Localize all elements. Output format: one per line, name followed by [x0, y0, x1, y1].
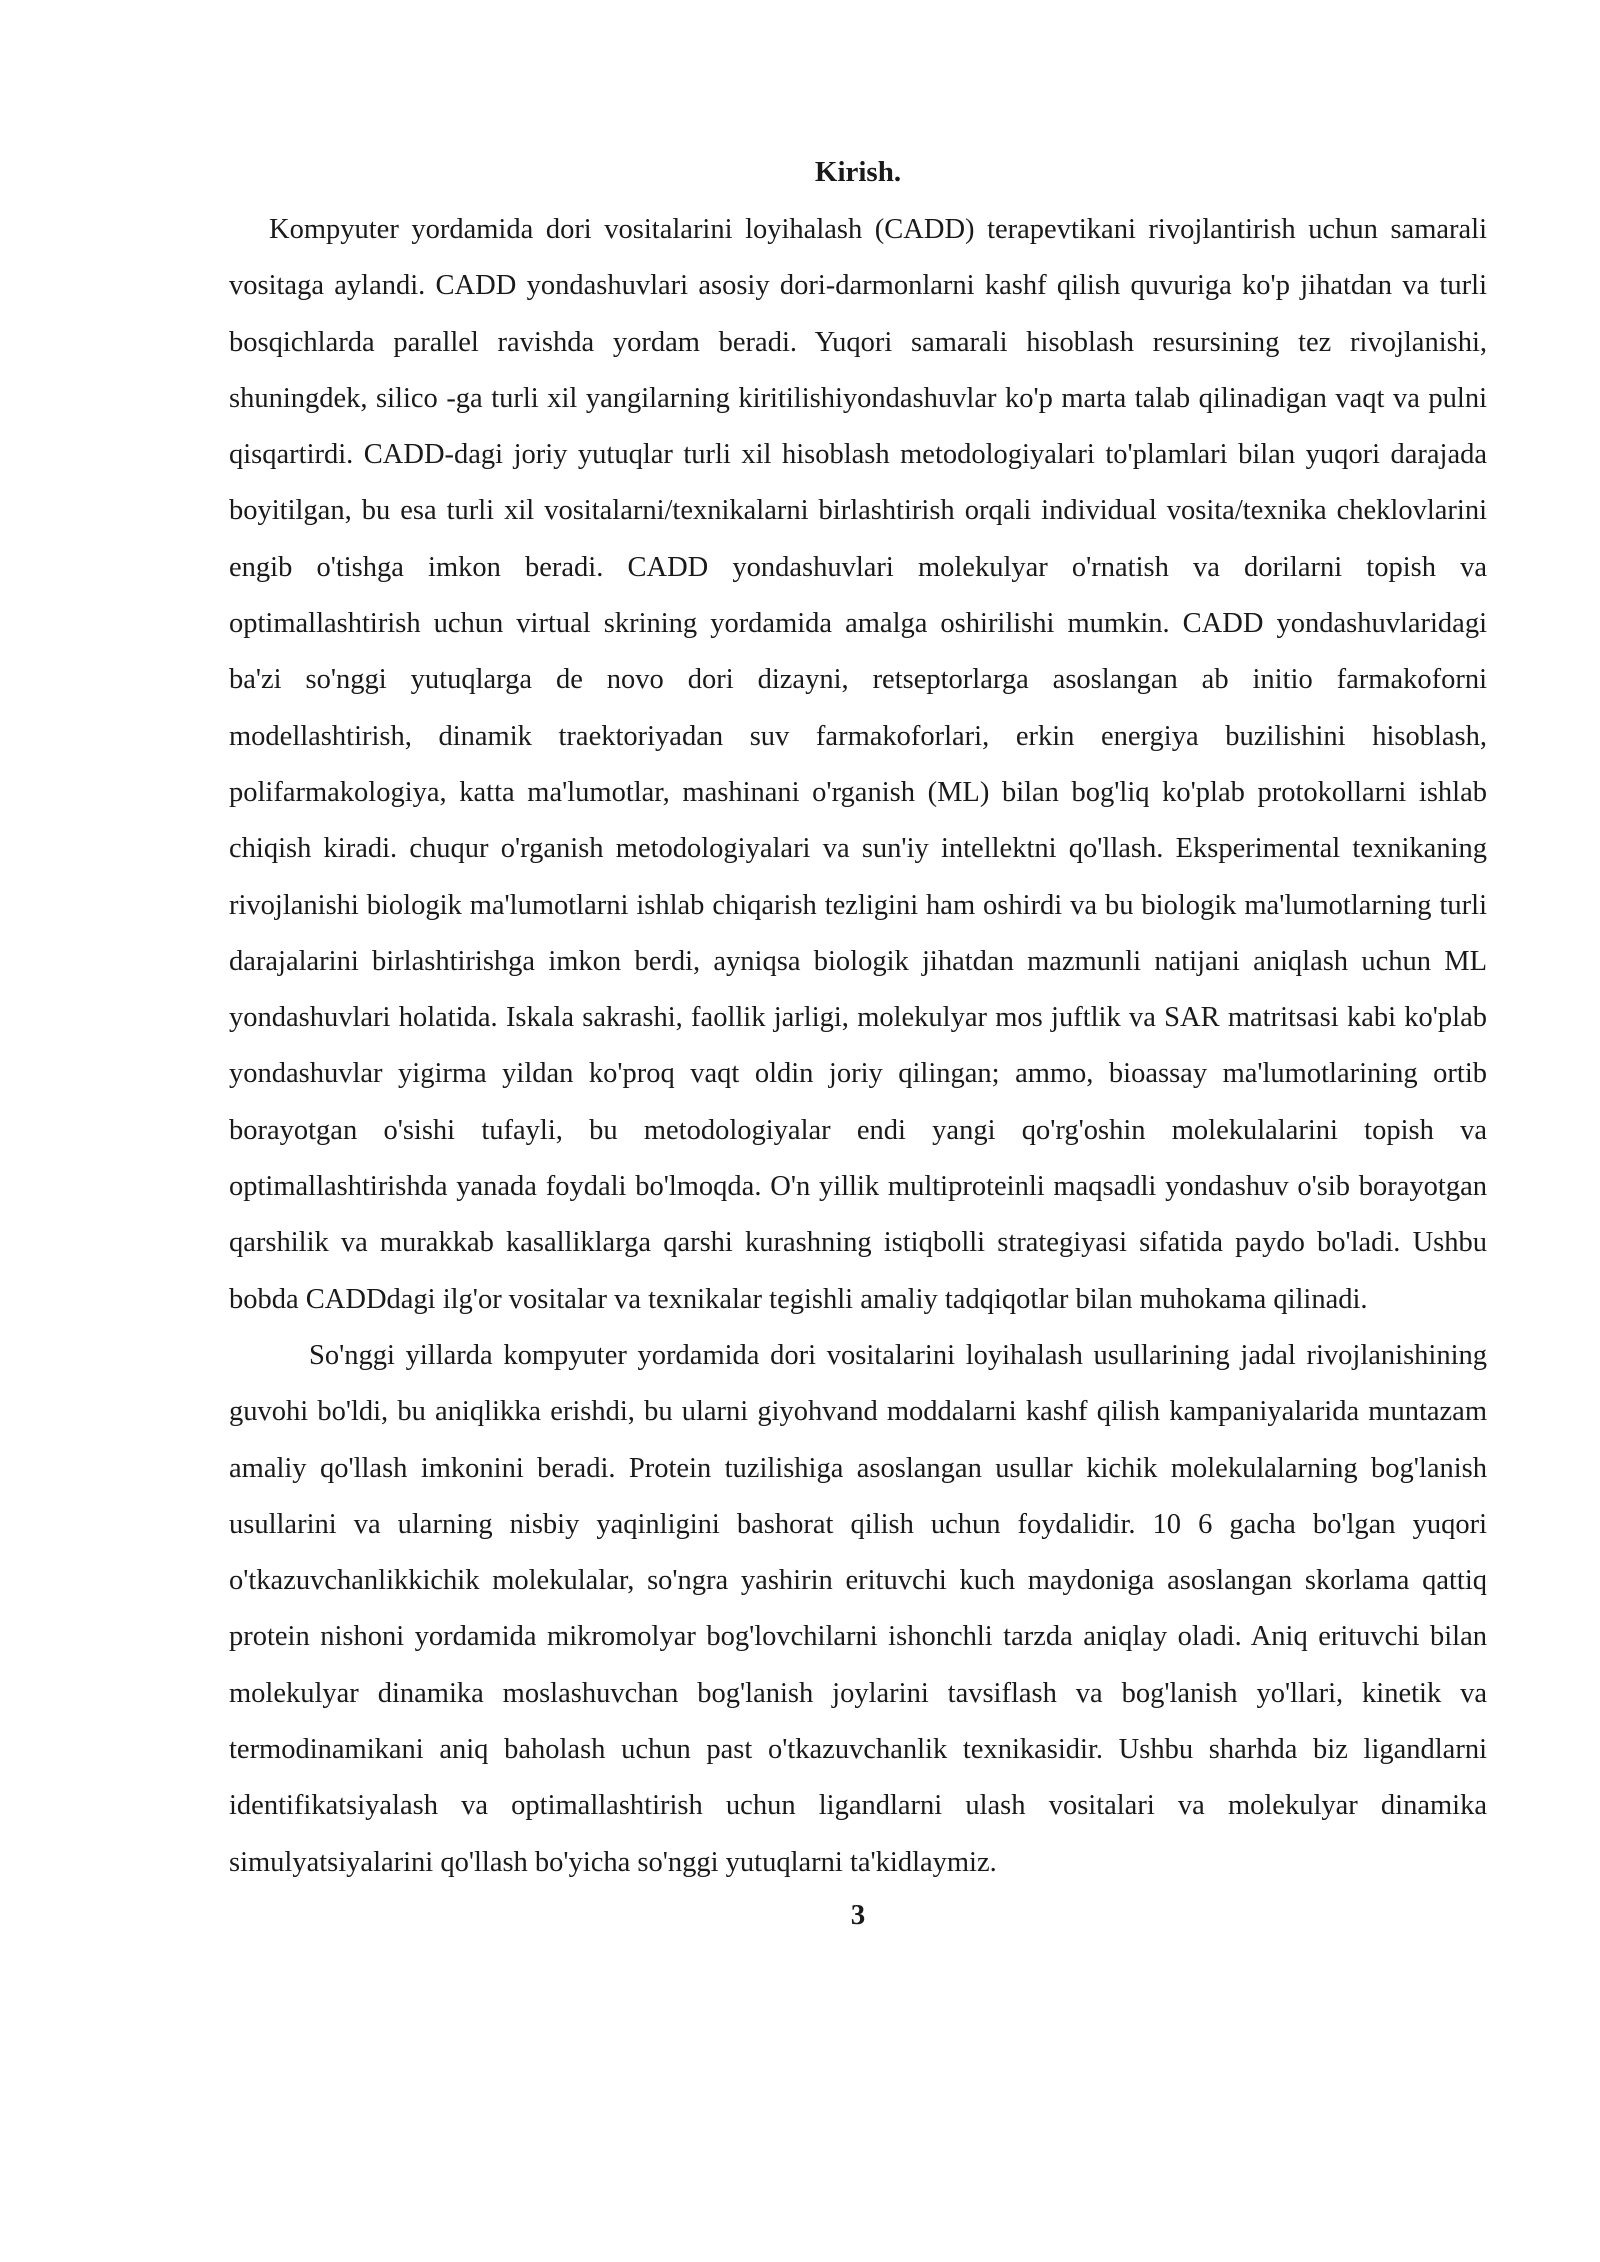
paragraph-recent-advances: So'nggi yillarda kompyuter yordamida dori vositalarini loyihalash usullarining jadal rivojlanishining guvohi bo'ldi, bu aniqlikka erishdi, bu ularni giyohvand moddalarni kashf qilish kampaniyalarida muntazam amaliy qo'llash imkonini beradi. Protein tuzilishiga asoslangan usullar kichik molekulalarning bog'lanish usullarini va ularning nisbiy yaqinligini bashorat qilish uchun foydalidir. 10 6 gacha bo'lgan yuqori o'tkazuvchanlikkichik molekulalar, so'ngra yashirin erituvchi kuch maydoniga asoslangan skorlama qattiq protein nishoni yordamida mikromolyar bog'lovchilarni ishonchli tarzda aniqlay oladi. Aniq erituvchi bilan molekulyar dinamika moslashuvchan bog'lanish joylarini tavsiflash va bog'lanish yo'llari, kinetik va termodinamikani aniq baholash uchun past o'tkazuvchanlik texnikasidir. Ushbu sharhda biz ligandlarni identifikatsiyalash va optimallashtirish uchun ligandlarni ulash vositalari va molekulyar dinamika simulyatsiyalarini qo'llash bo'yicha so'nggi yutuqlarni ta'kidlaymiz. — [229, 1339, 1487, 1878]
paragraph-intro: Kompyuter yordamida dori vositalarini loyihalash (CADD) terapevtikani rivojlantirish uchun samarali vositaga aylandi. CADD yondashuvlari asosiy dori-darmonlarni kashf qilish quvuriga ko'p jihatdan va turli bosqichlarda parallel ravishda yordam beradi. Yuqori samarali hisoblash resursining tez rivojlanishi, shuningdek, silico -ga turli xil yangilarning kiritilishiyondashuvlar ko'p marta talab qilinadigan vaqt va pulni qisqartirdi. CADD-dagi joriy yutuqlar turli xil hisoblash metodologiyalari to'plamlari bilan yuqori darajada boyitilgan, bu esa turli xil vositalarni/texnikalarni birlashtirish orqali individual vosita/texnika cheklovlarini engib o'tishga imkon beradi. CADD yondashuvlari molekulyar o'rnatish va dorilarni topish va optimallashtirish uchun virtual skrining yordamida amalga oshirilishi mumkin. CADD yondashuvlaridagi ba'zi so'nggi yutuqlarga de novo dori dizayni, retseptorlarga asoslangan ab initio farmakoforni modellashtirish, dinamik traektoriyadan suv farmakoforlari, erkin energiya buzilishini hisoblash, polifarmakologiya, katta ma'lumotlar, mashinani o'rganish (ML) bilan bog'liq ko'plab protokollarni ishlab chiqish kiradi. chuqur o'rganish metodologiyalari va sun'iy intellektni qo'llash. Eksperimental texnikaning rivojlanishi biologik ma'lumotlarni ishlab chiqarish tezligini ham oshirdi va bu biologik ma'lumotlarning turli darajalarini birlashtirishga imkon berdi, ayniqsa biologik jihatdan mazmunli natijani aniqlash uchun ML yondashuvlari holatida. Iskala sakrashi, faollik jarligi, molekulyar mos juftlik va SAR matritsasi kabi ko'plab yondashuvlar yigirma yildan ko'proq vaqt oldin joriy qilingan; ammo, bioassay ma'lumotlarining ortib borayotgan o'sishi tufayli, bu metodologiyalar endi yangi qo'rg'oshin molekulalarini topish va optimallashtirishda yanada foydali bo'lmoqda. O'n yillik multiproteinli maqsadli yondashuv o'sib borayotgan qarshilik va murakkab kasalliklarga qarshi kurashning istiqbolli strategiyasi sifatida paydo bo'ladi. Ushbu bobda CADDdagi ilg'or vositalar va texnikalar tegishli amaliy tadqiqotlar bilan muhokama qilinadi. — [229, 214, 1487, 1315]
section-title: Kirish. — [814, 156, 902, 188]
page-content — [229, 150, 1487, 1937]
page-number: 3 — [850, 1898, 866, 1931]
